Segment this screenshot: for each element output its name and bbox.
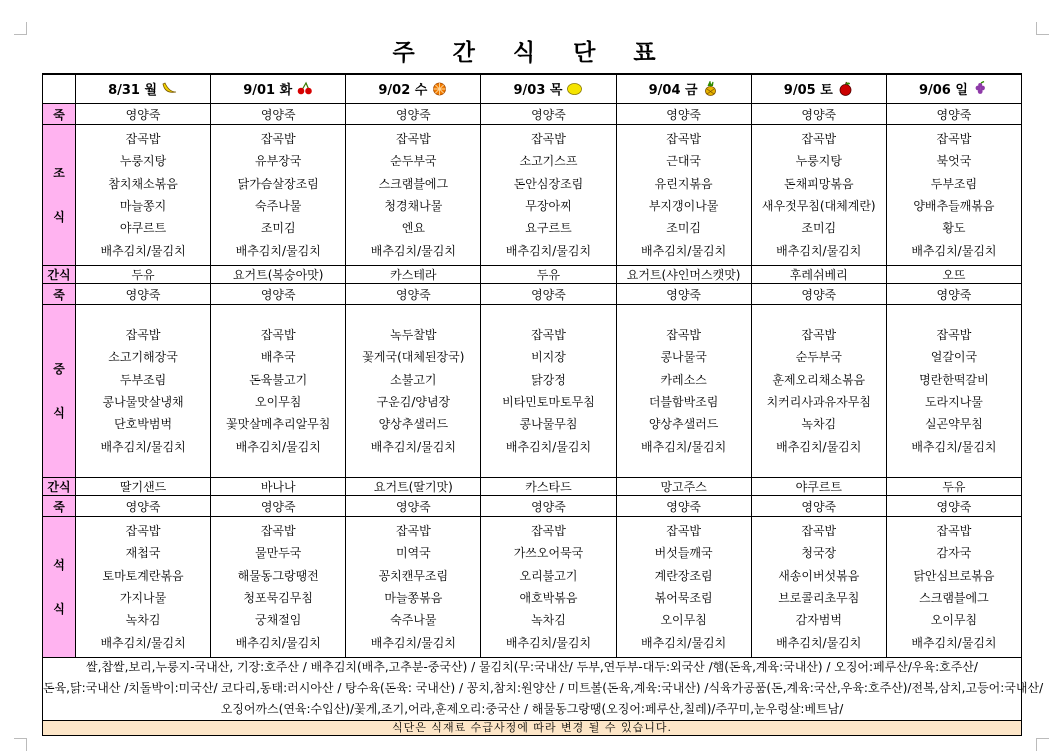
menu-item: 닭가슴살장조림 xyxy=(237,176,319,191)
pm-snack-row xyxy=(43,478,1022,496)
menu-item: 잡곡밥 xyxy=(801,524,837,539)
menu-item: 궁채절임 xyxy=(255,613,302,628)
day-label: 8/31 월 xyxy=(108,82,158,98)
menu-item: 애호박볶음 xyxy=(519,591,578,605)
day-menu-cell xyxy=(211,125,346,266)
menu-item: 영양죽 xyxy=(481,284,616,305)
menu-item: 부지갱이나물 xyxy=(648,199,719,213)
menu-item: 꽃맛살메추리알무침 xyxy=(226,417,331,432)
menu-item: 잡곡밥 xyxy=(531,132,566,147)
menu-item: 영양죽 xyxy=(616,284,751,305)
page-title: 주 간 식 단 표 xyxy=(392,40,671,66)
menu-item: 비타민토마토무침 xyxy=(502,395,595,409)
menu-item: 소불고기 xyxy=(390,372,437,387)
menu-item: 카스테라 xyxy=(346,266,481,284)
menu-item: 훈제오리채소볶음 xyxy=(772,372,866,387)
menu-item: 영양죽 xyxy=(76,104,211,125)
meal-label-char: 식 xyxy=(53,602,65,616)
menu-item: 야쿠르트 xyxy=(751,478,886,496)
header-corner xyxy=(43,74,76,104)
dinner-juk-row-label: 죽 xyxy=(43,496,76,517)
menu-item: 새송이버섯볶음 xyxy=(778,568,860,583)
menu-item: 영양죽 xyxy=(886,104,1021,125)
day-header xyxy=(211,74,346,104)
pineapple-icon xyxy=(702,81,719,100)
day-header-row xyxy=(43,74,1022,104)
menu-item: 해물동그랑땡전 xyxy=(237,568,319,583)
menu-item: 콩나물맛살냉채 xyxy=(102,395,184,409)
menu-item: 바나나 xyxy=(211,478,346,496)
apple-icon xyxy=(837,81,854,100)
lunch-juk-row xyxy=(43,284,1022,305)
menu-item: 소고기해장국 xyxy=(108,350,178,365)
menu-item: 마늘쫑지 xyxy=(119,199,167,213)
menu-item: 요거트(딸기맛) xyxy=(346,478,481,496)
menu-item: 치커리사과유자무침 xyxy=(766,395,871,409)
menu-item: 배추김치/물김치 xyxy=(100,243,186,258)
meal-label-char: 조 xyxy=(53,166,65,180)
menu-item: 두유 xyxy=(481,266,616,284)
menu-item: 콩나물무침 xyxy=(519,417,578,432)
menu-item: 무장아찌 xyxy=(525,199,572,213)
day-label: 9/04 금 xyxy=(648,82,698,98)
menu-item: 잡곡밥 xyxy=(936,132,972,147)
menu-item: 영양죽 xyxy=(616,496,751,517)
menu-item: 숙주나물 xyxy=(255,199,302,213)
menu-item: 잡곡밥 xyxy=(936,328,972,343)
menu-item: 청경채나물 xyxy=(384,199,443,213)
menu-item: 영양죽 xyxy=(616,104,751,125)
am-snack-row xyxy=(43,266,1022,284)
dinner-row xyxy=(43,517,1022,658)
menu-item: 단호박범벅 xyxy=(114,417,173,432)
menu-item: 순두부국 xyxy=(795,350,842,365)
day-menu-cell xyxy=(886,125,1021,266)
menu-item: 배추김치/물김치 xyxy=(505,635,592,650)
menu-item: 유린지볶음 xyxy=(654,176,713,191)
menu-item: 순두부국 xyxy=(390,154,437,169)
menu-item: 새우젓무침(대체계란) xyxy=(761,199,876,213)
menu-item: 잡곡밥 xyxy=(801,328,837,343)
origin-line: 쌀,찹쌀,보리,누룽지-국내산, 기장:호주산 / 배추김치(배추,고추분-중국산) / 물김치(무:국내산/ 두부,연두부-대두:외국산 /햄(돈육,계육:국내산) / 오징어:페루산/우육:호주산/ xyxy=(86,660,978,674)
menu-item: 영양죽 xyxy=(886,496,1021,517)
menu-item: 영양죽 xyxy=(886,284,1021,305)
meal-label-char: 석 xyxy=(53,558,65,572)
menu-item: 배추김치/물김치 xyxy=(641,635,727,650)
menu-item: 조미김 xyxy=(260,221,296,236)
menu-item: 배추김치/물김치 xyxy=(235,439,321,454)
menu-item: 비지장 xyxy=(531,350,566,365)
menu-item: 양상추샐러드 xyxy=(378,417,449,432)
breakfast-row xyxy=(43,125,1022,266)
day-menu-cell xyxy=(76,305,211,478)
page-corner-mark xyxy=(14,738,27,751)
menu-item: 잡곡밥 xyxy=(936,524,972,539)
menu-item: 돈채피망볶음 xyxy=(783,176,854,191)
weekly-menu-table xyxy=(42,73,1022,658)
menu-item: 계란장조림 xyxy=(654,568,713,583)
menu-item: 더블함박조림 xyxy=(648,395,719,409)
menu-item: 영양죽 xyxy=(211,284,346,305)
menu-item: 가지나물 xyxy=(119,591,167,605)
menu-item: 배추김치/물김치 xyxy=(911,439,997,454)
menu-item: 영양죽 xyxy=(346,284,481,305)
menu-item: 감자국 xyxy=(936,546,972,561)
menu-item: 꽃게국(대체된장국) xyxy=(362,350,465,365)
menu-item: 돈안심장조림 xyxy=(513,176,584,191)
day-menu-cell xyxy=(886,517,1021,658)
am-snack-row-label: 간식 xyxy=(43,266,76,284)
menu-item: 참치채소볶음 xyxy=(108,176,178,191)
menu-item: 카레소스 xyxy=(660,372,707,387)
menu-item: 재첩국 xyxy=(125,546,161,561)
menu-item: 양상추샐러드 xyxy=(648,417,719,432)
menu-item: 숙주나물 xyxy=(390,613,437,628)
menu-item: 잡곡밥 xyxy=(395,132,431,147)
pm-snack-row-label: 간식 xyxy=(43,478,76,496)
day-label: 9/03 목 xyxy=(513,82,563,98)
menu-item: 잡곡밥 xyxy=(395,524,431,539)
menu-item: 영양죽 xyxy=(76,284,211,305)
menu-item: 양배추들깨볶음 xyxy=(913,199,995,213)
day-menu-cell xyxy=(346,125,481,266)
day-menu-cell xyxy=(481,305,616,478)
menu-item: 잡곡밥 xyxy=(260,524,296,539)
grape-icon xyxy=(972,81,989,100)
day-menu-cell xyxy=(886,305,1021,478)
menu-item: 딸기샌드 xyxy=(76,478,211,496)
menu-item: 구운김/양념장 xyxy=(376,395,451,409)
day-menu-cell xyxy=(751,517,886,658)
menu-item: 배추김치/물김치 xyxy=(776,635,862,650)
menu-item: 녹차김 xyxy=(801,417,837,432)
menu-item: 브로콜리초무침 xyxy=(778,591,860,605)
menu-item: 요거트(복숭아맛) xyxy=(211,266,346,284)
menu-item: 배추김치/물김치 xyxy=(235,635,321,650)
menu-item: 망고주스 xyxy=(616,478,751,496)
menu-item: 명란한떡갈비 xyxy=(919,372,989,387)
menu-item: 요거트(샤인머스캣맛) xyxy=(616,266,751,284)
menu-item: 배추김치/물김치 xyxy=(776,243,862,258)
menu-item: 잡곡밥 xyxy=(666,524,702,539)
lemon-icon xyxy=(566,81,583,100)
menu-item: 카스타드 xyxy=(481,478,616,496)
menu-item: 영양죽 xyxy=(751,496,886,517)
menu-item: 도라지나물 xyxy=(924,395,983,409)
menu-item: 청국장 xyxy=(801,546,837,561)
menu-item: 배추김치/물김치 xyxy=(776,439,862,454)
menu-item: 소고기스프 xyxy=(519,154,578,169)
day-header xyxy=(76,74,211,104)
menu-item: 돈육불고기 xyxy=(249,372,308,387)
menu-item: 배추김치/물김치 xyxy=(370,439,456,454)
dinner-juk-row xyxy=(43,496,1022,517)
menu-item: 잡곡밥 xyxy=(125,132,161,147)
menu-item: 얼갈이국 xyxy=(930,350,978,365)
menu-item: 잡곡밥 xyxy=(260,328,296,343)
menu-item: 황도 xyxy=(942,221,966,236)
menu-item: 오뜨 xyxy=(886,266,1021,284)
menu-item: 배추김치/물김치 xyxy=(911,243,997,258)
menu-item: 버섯들깨국 xyxy=(654,546,713,561)
lunch-row-label xyxy=(43,305,76,478)
menu-item: 후레쉬베리 xyxy=(751,266,886,284)
menu-item: 영양죽 xyxy=(481,104,616,125)
menu-item: 잡곡밥 xyxy=(531,524,566,539)
menu-item: 영양죽 xyxy=(481,496,616,517)
menu-item: 배추김치/물김치 xyxy=(370,243,456,258)
menu-item: 잡곡밥 xyxy=(531,328,566,343)
day-menu-cell xyxy=(346,517,481,658)
menu-item: 녹두찰밥 xyxy=(390,328,437,343)
menu-item: 조미김 xyxy=(801,221,837,236)
menu-item: 야쿠르트 xyxy=(119,221,167,236)
origin-footer xyxy=(42,657,1044,736)
menu-item: 요구르트 xyxy=(525,221,572,236)
menu-item: 배추국 xyxy=(260,350,296,365)
origin-line: 돈육,닭:국내산 /치돌박이:미국산/ 코다리,동태:러시아산 / 탕수육(돈육: 국내산) / 꽁치,참치:원양산 / 미트볼(돈육,계육:국내산) /식육가공품(돈,계육:국산,우육:호주산)/전복,삼치,고등어:국내산/ xyxy=(43,681,1044,695)
day-menu-cell xyxy=(616,517,751,658)
menu-item: 영양죽 xyxy=(211,104,346,125)
menu-item: 영양죽 xyxy=(346,496,481,517)
origin-line: 오징어까스(연육:수입산)/꽃게,조기,어라,훈제오리:중국산 / 해물동그랑땡(오징어:페루산,칠레)/주꾸미,눈우렁살:베트남/ xyxy=(220,702,844,716)
menu-item: 배추김치/물김치 xyxy=(641,439,727,454)
day-menu-cell xyxy=(76,517,211,658)
menu-item: 배추김치/물김치 xyxy=(235,243,321,258)
menu-item: 누룽지탕 xyxy=(119,154,167,169)
lunch-row xyxy=(43,305,1022,478)
menu-item: 오이무침 xyxy=(255,395,302,409)
meal-label-char: 식 xyxy=(53,406,65,420)
menu-item: 누룽지탕 xyxy=(795,154,842,169)
menu-item: 실곤약무침 xyxy=(924,417,983,432)
menu-item: 두유 xyxy=(76,266,211,284)
change-notice: 식단은 식재료 수급사정에 따라 변경 될 수 있습니다. xyxy=(43,721,1022,736)
menu-item: 배추김치/물김치 xyxy=(100,635,186,650)
menu-item: 오이무침 xyxy=(930,613,978,628)
day-label: 9/01 화 xyxy=(243,82,293,98)
day-menu-cell xyxy=(616,305,751,478)
morning-juk-row xyxy=(43,104,1022,125)
menu-item: 물만두국 xyxy=(255,546,302,561)
menu-item: 배추김치/물김치 xyxy=(505,243,592,258)
menu-item: 스크램블에그 xyxy=(378,176,449,191)
menu-item: 오이무침 xyxy=(660,613,707,628)
dinner-row-label xyxy=(43,517,76,658)
menu-item: 잡곡밥 xyxy=(125,328,161,343)
menu-item: 마늘쫑볶음 xyxy=(384,591,443,605)
menu-item: 오리불고기 xyxy=(519,568,578,583)
menu-item: 잡곡밥 xyxy=(260,132,296,147)
day-header xyxy=(886,74,1021,104)
menu-item: 잡곡밥 xyxy=(125,524,161,539)
menu-item: 꽁치캔무조림 xyxy=(378,568,449,583)
menu-item: 영양죽 xyxy=(751,104,886,125)
menu-item: 닭강정 xyxy=(531,372,566,387)
day-header xyxy=(346,74,481,104)
menu-item: 배추김치/물김치 xyxy=(911,635,997,650)
menu-item: 배추김치/물김치 xyxy=(641,243,727,258)
menu-item: 콩나물국 xyxy=(660,350,707,365)
orange-icon xyxy=(431,81,448,100)
menu-item: 배추김치/물김치 xyxy=(370,635,456,650)
day-menu-cell xyxy=(211,517,346,658)
menu-item: 잡곡밥 xyxy=(801,132,837,147)
menu-item: 감자범벅 xyxy=(795,613,842,628)
page-corner-mark xyxy=(1036,738,1049,751)
menu-item: 녹차김 xyxy=(531,613,566,628)
banana-icon xyxy=(161,81,178,100)
day-menu-cell xyxy=(481,125,616,266)
menu-item: 영양죽 xyxy=(346,104,481,125)
day-menu-cell xyxy=(76,125,211,266)
lunch-juk-row-label: 죽 xyxy=(43,284,76,305)
day-label: 9/02 수 xyxy=(378,82,428,98)
origin-info xyxy=(43,657,1044,721)
menu-item: 볶어묵조림 xyxy=(654,591,713,605)
menu-item: 영양죽 xyxy=(211,496,346,517)
meal-label-char: 식 xyxy=(53,210,65,224)
menu-item: 청포묵김무침 xyxy=(243,591,313,605)
menu-item: 스크램블에그 xyxy=(919,591,989,605)
menu-item: 두부조림 xyxy=(930,176,978,191)
menu-item: 닭안심브로볶음 xyxy=(913,568,995,583)
menu-item: 가쓰오어묵국 xyxy=(513,546,584,561)
day-menu-cell xyxy=(616,125,751,266)
menu-item: 잡곡밥 xyxy=(666,132,702,147)
menu-item: 엔요 xyxy=(401,221,425,236)
menu-item: 배추김치/물김치 xyxy=(100,439,186,454)
meal-label-char: 중 xyxy=(53,362,65,376)
menu-item: 근대국 xyxy=(666,154,702,169)
day-menu-cell xyxy=(751,125,886,266)
menu-item: 영양죽 xyxy=(76,496,211,517)
day-header xyxy=(616,74,751,104)
menu-item: 배추김치/물김치 xyxy=(505,439,592,454)
day-header xyxy=(751,74,886,104)
day-menu-cell xyxy=(211,305,346,478)
day-header xyxy=(481,74,616,104)
menu-item: 북엇국 xyxy=(936,154,972,169)
day-label: 9/05 토 xyxy=(783,82,833,98)
breakfast-row-label xyxy=(43,125,76,266)
menu-item: 미역국 xyxy=(395,546,431,561)
day-menu-cell xyxy=(751,305,886,478)
day-label: 9/06 일 xyxy=(918,82,968,98)
menu-item: 영양죽 xyxy=(751,284,886,305)
menu-item: 조미김 xyxy=(666,221,702,236)
day-menu-cell xyxy=(481,517,616,658)
menu-item: 두부조림 xyxy=(119,372,167,387)
menu-item: 잡곡밥 xyxy=(666,328,702,343)
menu-item: 토마토계란볶음 xyxy=(102,568,184,583)
morning-juk-row-label: 죽 xyxy=(43,104,76,125)
menu-item: 녹차김 xyxy=(125,613,161,628)
day-menu-cell xyxy=(346,305,481,478)
menu-item: 유부장국 xyxy=(255,154,302,169)
menu-item: 두유 xyxy=(886,478,1021,496)
cherry-icon xyxy=(296,81,313,100)
